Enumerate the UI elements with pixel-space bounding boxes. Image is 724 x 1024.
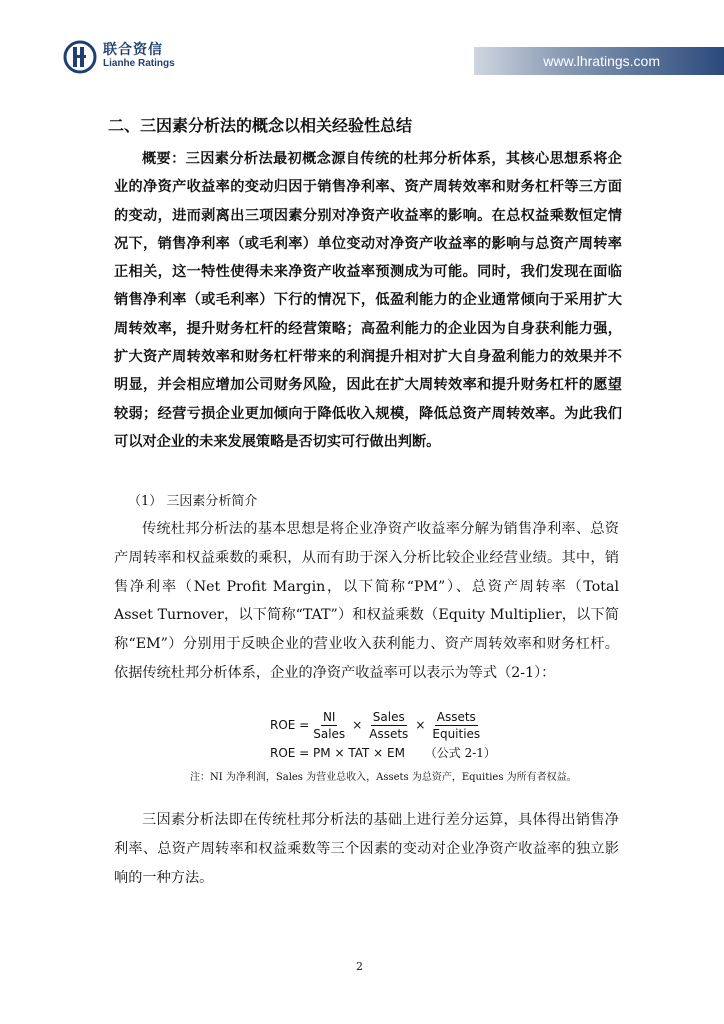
website-url: www.lhratings.com <box>543 53 660 69</box>
numerator: Assets <box>436 709 476 724</box>
fraction-sales-assets <box>367 709 410 742</box>
logo-chinese-name: 联合资信 <box>103 42 163 58</box>
denominator: Sales <box>313 726 346 741</box>
dupont-intro-paragraph: 传统杜邦分析法的基本思想是将企业净资产收益率分解为销售净利率、总资产周转率和权益乘数的乘积，从而有助于深入分析比较企业经营业绩。其中，销售净利率（Net Profit Margin，以下简称“PM”）、总资产周转率（Total Asset Turnover，以下简称“TAT”）和权益乘数（Equity Multiplier，以下简称“EM”）分别用于反映企业的营业收入获利能力、资产周转效率和财务杠杆。依据传统杜邦分析体系，企业的净资产收益率可以表示为等式（2-1）： <box>114 521 619 681</box>
lianhe-logo-icon <box>63 40 97 74</box>
logo-english-name: Lianhe Ratings <box>103 58 175 69</box>
times-operator: × <box>352 718 363 732</box>
formula-line-2: ROE = PM × TAT × EM <box>270 746 405 760</box>
sub-heading: （1） 三因素分析简介 <box>128 494 258 509</box>
section-title: 二、三因素分析法的概念以相关经验性总结 <box>108 116 413 135</box>
numerator: Sales <box>372 709 405 724</box>
three-factor-paragraph: 三因素分析法即在传统杜邦分析法的基础上进行差分运算，具体得出销售净利率、总资产周转率和权益乘数等三个因素的变动对企业净资产收益率的独立影响的一种方法。 <box>114 812 619 886</box>
fraction-assets-equities <box>430 709 482 742</box>
summary-paragraph: 概要：三因素分析法最初概念源自传统的杜邦分析体系，其核心思想系将企业的净资产收益率的变动归因于销售净利率、资产周转效率和财务杠杆等三方面的变动，进而剥离出三项因素分别对净资产收益率的影响。在总权益乘数恒定情况下，销售净利率（或毛利率）单位变动对净资产收益率的影响与总资产周转率正相关，这一特性使得未来净资产收益率预测成为可能。同时，我们发现在面临销售净利率（或毛利率）下行的情况下，低盈利能力的企业通常倾向于采用扩大周转效率，提升财务杠杆的经营策略；高盈利能力的企业因为自身获利能力强，扩大资产周转效率和财务杠杆带来的利润提升相对扩大自身盈利能力的效果并不明显，并会相应增加公司财务风险，因此在扩大周转效率和提升财务杠杆的愿望较弱；经营亏损企业更加倾向于降低收入规模，降低总资产周转效率。为此我们可以对企业的未来发展策略是否切实可行做出判断。 <box>114 151 622 450</box>
lianhe-logo <box>63 40 175 74</box>
formula-lhs: ROE = <box>270 718 310 732</box>
page-header <box>0 0 724 90</box>
times-operator: × <box>415 718 426 732</box>
fraction-ni-sales <box>311 709 347 742</box>
formula-tag: （公式 2-1） <box>424 746 496 760</box>
page-number: 2 <box>356 960 363 973</box>
numerator: NI <box>322 709 336 724</box>
formula-note: 注：NI 为净利润，Sales 为营业总收入，Assets 为总资产，Equities 为所有者权益。 <box>190 772 577 783</box>
denominator: Assets <box>369 726 409 741</box>
denominator: Equities <box>432 726 481 741</box>
roe-formula <box>270 706 496 762</box>
